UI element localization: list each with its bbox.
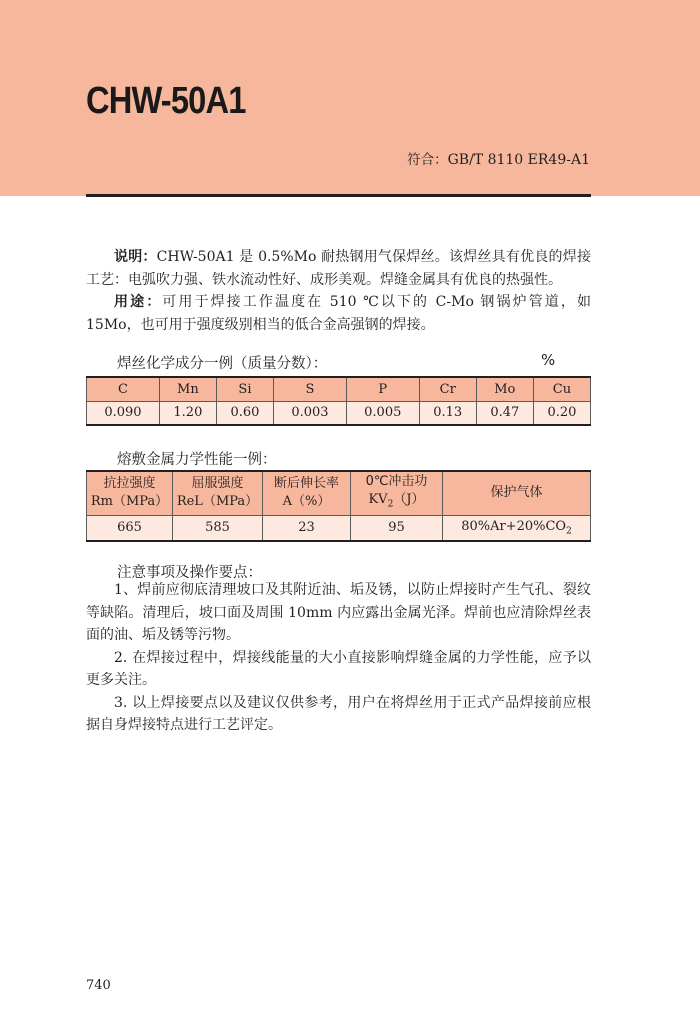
description-paragraph (86, 246, 591, 291)
table-cell: 585 (173, 515, 263, 541)
usage-text: 可用于焊接工作温度在 510 ℃以下的 C-Mo 钢锅炉管道，如 15Mo，也可用于强度级别相当的低合金高强钢的焊接。 (86, 294, 592, 333)
usage-label: 用途： (114, 294, 163, 310)
note-item: 2. 在焊接过程中，焊接线能量的大小直接影响焊缝金属的力学性能，应予以更多关注。 (86, 649, 591, 688)
mechanical-header-row (87, 471, 591, 515)
description-label: 说明： (114, 249, 157, 265)
mechanical-table (86, 470, 591, 542)
table-cell: 0.090 (87, 401, 160, 425)
table-header-cell: Cr (419, 377, 476, 401)
table-header-cell: 保护气体 (443, 471, 591, 515)
table-header-cell: Mn (159, 377, 216, 401)
chemistry-value-row (87, 401, 591, 425)
notes-section (86, 579, 591, 737)
table-cell: 0.20 (533, 401, 590, 425)
table-cell: 0.003 (274, 401, 347, 425)
table-header-cell: 断后伸长率 A（%） (263, 471, 351, 515)
chemistry-table (86, 376, 591, 426)
page-number: 740 (86, 978, 111, 993)
mechanical-title: 熔敷金属力学性能一例： (117, 452, 277, 468)
table-cell: 0.47 (476, 401, 533, 425)
table-header-cell: 0℃冲击功 $KV_2(J)$ (351, 471, 443, 515)
table-header-cell: 屈服强度 ReL（MPa） (173, 471, 263, 515)
standard-line (407, 148, 590, 168)
table-header-cell: S (274, 377, 347, 401)
table-cell: 1.20 (159, 401, 216, 425)
table-cell: 665 (87, 515, 173, 541)
usage-paragraph (86, 291, 591, 336)
notes-title: 注意事项及操作要点： (117, 565, 262, 581)
table-cell: 0.60 (216, 401, 273, 425)
table-header-cell: Mo (476, 377, 533, 401)
table-header-cell: C (87, 377, 160, 401)
description-section (86, 246, 591, 336)
table-header-cell: Si (216, 377, 273, 401)
table-cell: 95 (351, 515, 443, 541)
chemistry-header-row (87, 377, 591, 401)
table-header-cell: Cu (533, 377, 590, 401)
note-item: 3. 以上焊接要点以及建议仅供参考，用户在将焊丝用于正式产品焊接前应根据自身焊接特点进行工艺评定。 (86, 694, 591, 733)
chemistry-title: 焊丝化学成分一例（质量分数）： (117, 356, 328, 372)
note-item: 1、焊前应彻底清理坡口及其附近油、垢及锈，以防止焊接时产生气孔、裂纹等缺陷。清理后，坡口面及周围 10mm 内应露出金属光泽。焊前也应清除焊丝表面的油、垢及锈等污物。 (86, 582, 591, 643)
mechanical-value-row (87, 515, 591, 541)
standard-value: GB/T 8110 ER49-A1 (447, 152, 590, 168)
table-cell: $80\%Ar+20\%CO_2$ (443, 515, 591, 541)
table-header-cell: P (346, 377, 419, 401)
description-text: CHW-50A1 是 0.5%Mo 耐热钢用气保焊丝。该焊丝具有优良的焊接工艺：电弧吹力强、铁水流动性好、成形美观。焊缝金属具有优良的热强性。 (86, 249, 591, 288)
standard-label: 符合： (407, 152, 448, 168)
header-divider (86, 194, 591, 197)
product-title: CHW-50A1 (86, 80, 246, 122)
table-header-cell: 抗拉强度 Rm（MPa） (87, 471, 173, 515)
table-cell: 0.005 (346, 401, 419, 425)
chemistry-unit: % (541, 351, 556, 369)
table-cell: 23 (263, 515, 351, 541)
table-cell: 0.13 (419, 401, 476, 425)
